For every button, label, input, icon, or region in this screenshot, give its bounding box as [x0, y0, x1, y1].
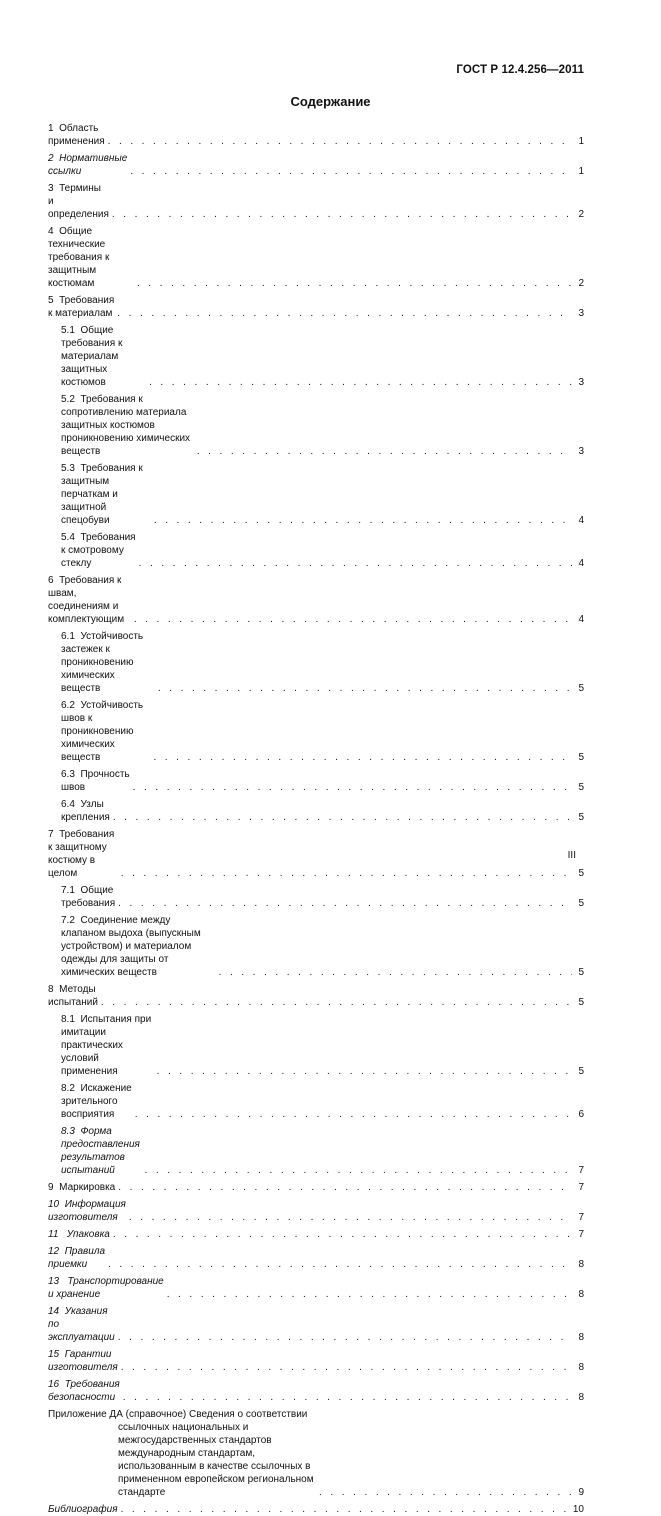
- toc-entry-number: 6.1: [61, 631, 81, 642]
- toc-entry-label: Требования безопасности: [48, 1379, 120, 1403]
- toc-entry-text: [48, 1378, 120, 1404]
- toc-entry-number: 9: [48, 1182, 60, 1193]
- dot-leader: [127, 165, 572, 178]
- toc-entry-text: [61, 914, 216, 979]
- toc-entry-label: Область применения: [48, 123, 105, 147]
- toc-entry-text: [48, 574, 131, 626]
- dot-leader: [155, 682, 572, 695]
- toc-entry-number: 8.2: [61, 1083, 81, 1094]
- dot-leader: [194, 445, 572, 458]
- toc-entry: [48, 983, 584, 1009]
- toc-entry-text: [48, 152, 127, 178]
- toc-entry: [48, 1348, 584, 1374]
- toc-entry-number: 15: [48, 1349, 65, 1360]
- toc-entry: [48, 1228, 584, 1241]
- dot-leader: [136, 557, 572, 570]
- toc-entry-page: 4: [578, 515, 584, 526]
- toc-entry-label: Общие технические требования к защитным костюмам: [48, 226, 110, 289]
- toc-entry-label: Правила приемки: [48, 1246, 106, 1270]
- toc-entry-label: Требования к защитному костюму в целом: [48, 829, 115, 879]
- toc-entry-text: [48, 1348, 118, 1374]
- toc-entry-text: [48, 828, 118, 880]
- toc-entry-text: [61, 531, 136, 570]
- toc-entry-number: 4: [48, 226, 60, 237]
- toc-entry-page: 5: [578, 898, 584, 909]
- toc-entry-number: 3: [48, 183, 60, 194]
- toc-entry-label: Маркировка: [59, 1182, 116, 1193]
- toc-entry-page: 5: [578, 1066, 584, 1077]
- toc-entry-page: 8: [578, 1362, 584, 1373]
- toc-entry-number: 11: [48, 1229, 67, 1240]
- toc-entry-label: Транспортирование и хранение: [48, 1276, 164, 1300]
- toc-entry: [48, 1198, 584, 1224]
- toc-entry-text: [48, 1305, 115, 1344]
- dot-leader: [120, 1391, 572, 1404]
- toc-entry-label: Испытания при имитации практических условий применения: [61, 1014, 152, 1077]
- toc-entry-page: 4: [578, 558, 584, 569]
- toc-entry-label: Форма предоставления результатов испытаний: [61, 1126, 140, 1176]
- toc-entry: [48, 914, 584, 979]
- toc-entry-label: Методы испытаний: [48, 984, 98, 1008]
- toc-entry-number: 6: [48, 575, 60, 586]
- dot-leader: [216, 966, 572, 979]
- toc-entry-text: [48, 294, 114, 320]
- toc-entry-page: 5: [578, 782, 584, 793]
- dot-leader: [118, 867, 572, 880]
- toc-entry-text: [48, 1245, 105, 1271]
- toc-entry-text: [48, 1275, 164, 1301]
- toc-entry-text: [61, 768, 130, 794]
- toc-entry-page: 5: [578, 997, 584, 1008]
- toc-entry: [48, 768, 584, 794]
- toc-entry-text: [61, 798, 110, 824]
- toc-entry-text: [48, 1228, 110, 1241]
- toc-entry: [48, 152, 584, 178]
- toc-entry: [48, 294, 584, 320]
- toc-entry-page: 3: [578, 308, 584, 319]
- toc-entry: [48, 324, 584, 389]
- toc-entry: [48, 531, 584, 570]
- toc-entry-page: 5: [578, 868, 584, 879]
- dot-leader: [114, 307, 572, 320]
- toc-entry-page: 8: [578, 1392, 584, 1403]
- toc-entry-number: 6.3: [61, 769, 81, 780]
- dot-leader: [154, 1065, 572, 1078]
- toc-entry: [48, 122, 584, 148]
- toc-entry: [48, 1305, 584, 1344]
- dot-leader: [151, 514, 572, 527]
- toc-entry-text: [61, 1013, 154, 1078]
- toc-entry-number: 5.1: [61, 325, 81, 336]
- toc-entry-label: Упаковка: [66, 1229, 110, 1240]
- toc-entry: [48, 225, 584, 290]
- dot-leader: [132, 1108, 572, 1121]
- dot-leader: [134, 277, 572, 290]
- toc-entry-label: Приложение ДА (справочное) Сведения о соответствии ссылочных национальных и межгосударственных стандартов международным стандартам, использованным в качестве ссылочных в примененном европейском региональном стандарте: [48, 1409, 314, 1498]
- toc-entry-text: [61, 699, 150, 764]
- toc-entry-number: 7.2: [61, 915, 81, 926]
- toc-entry-label: Термины и определения: [48, 183, 109, 220]
- toc-entry-number: 7: [48, 829, 60, 840]
- table-of-contents: [48, 120, 584, 1516]
- toc-entry-number: 5: [48, 295, 60, 306]
- toc-entry-label: Искажение зрительного восприятия: [61, 1083, 132, 1120]
- toc-entry-label: Требования к смотровому стеклу: [61, 532, 136, 569]
- toc-entry: [48, 828, 584, 880]
- toc-entry: [48, 1082, 584, 1121]
- toc-entry-text: [48, 1198, 126, 1224]
- toc-entry-label: Указания по эксплуатации: [48, 1306, 115, 1343]
- toc-entry-page: 2: [578, 278, 584, 289]
- page-number: III: [567, 850, 576, 861]
- toc-entry-label: Требования к швам, соединениям и комплектующим: [48, 575, 125, 625]
- toc-entry-number: 12: [48, 1246, 65, 1257]
- toc-entry-text: [61, 324, 146, 389]
- toc-entry-text: [48, 122, 105, 148]
- dot-leader: [115, 897, 572, 910]
- dot-leader: [131, 613, 572, 626]
- toc-entry-text: [48, 1181, 115, 1194]
- toc-entry-text: [61, 1082, 132, 1121]
- toc-entry-text: [48, 1408, 316, 1499]
- dot-leader: [126, 1211, 572, 1224]
- dot-leader: [142, 1164, 572, 1177]
- toc-entry-text: [48, 225, 134, 290]
- toc-entry-page: 5: [578, 752, 584, 763]
- toc-entry-number: 8.3: [61, 1126, 81, 1137]
- toc-entry-number: 6.4: [61, 799, 81, 810]
- toc-entry-page: 7: [578, 1165, 584, 1176]
- toc-entry-number: 16: [48, 1379, 65, 1390]
- toc-entry-text: [61, 393, 194, 458]
- toc-entry-page: 7: [578, 1212, 584, 1223]
- toc-entry-label: Требования к материалам: [48, 295, 115, 319]
- toc-entry-page: 4: [578, 614, 584, 625]
- toc-entry-page: 5: [578, 967, 584, 978]
- toc-entry: [48, 1013, 584, 1078]
- toc-entry-number: 6.2: [61, 700, 81, 711]
- toc-entry-label: Соединение между клапаном выдоха (выпускным устройством) и материалом одежды для защиты от химических веществ: [61, 915, 201, 978]
- toc-entry-page: 5: [578, 812, 584, 823]
- toc-entry-label: Общие требования: [61, 885, 116, 909]
- toc-entry-number: 2: [48, 153, 60, 164]
- toc-entry: [48, 1181, 584, 1194]
- toc-entry-page: 9: [578, 1487, 584, 1498]
- toc-entry-page: 8: [578, 1289, 584, 1300]
- dot-leader: [105, 1258, 572, 1271]
- dot-leader: [118, 1503, 571, 1516]
- toc-entry-number: 5.2: [61, 394, 81, 405]
- dot-leader: [316, 1486, 572, 1499]
- toc-entry-text: [48, 983, 98, 1009]
- toc-entry-text: [48, 182, 109, 221]
- toc-entry-number: 8.1: [61, 1014, 81, 1025]
- toc-entry-page: 3: [578, 446, 584, 457]
- toc-entry-text: [61, 462, 151, 527]
- toc-entry-label: Библиография: [48, 1504, 118, 1515]
- toc-entry-label: Требования к защитным перчаткам и защитной спецобуви: [61, 463, 143, 526]
- toc-entry-label: Общие требования к материалам защитных костюмов: [61, 325, 123, 388]
- dot-leader: [118, 1361, 572, 1374]
- toc-entry: [48, 1378, 584, 1404]
- toc-entry: [48, 1275, 584, 1301]
- toc-entry-number: 14: [48, 1306, 65, 1317]
- toc-entry-number: 13: [48, 1276, 68, 1287]
- document-header: ГОСТ Р 12.4.256—2011: [456, 64, 584, 76]
- toc-entry: [48, 798, 584, 824]
- toc-entry-page: 1: [578, 136, 584, 147]
- toc-entry-label: Прочность швов: [61, 769, 130, 793]
- toc-entry-label: Гарантии изготовителя: [48, 1349, 118, 1373]
- toc-entry-label: Узлы крепления: [61, 799, 110, 823]
- toc-entry-text: [61, 1125, 142, 1177]
- toc-entry-text: [61, 630, 155, 695]
- toc-entry: [48, 1245, 584, 1271]
- toc-entry-page: 7: [578, 1229, 584, 1240]
- toc-entry-number: 10: [48, 1199, 65, 1210]
- toc-entry-number: 5.3: [61, 463, 81, 474]
- dot-leader: [109, 208, 572, 221]
- toc-entry: [48, 1125, 584, 1177]
- toc-entry: [48, 630, 584, 695]
- toc-entry-label: Устойчивость застежек к проникновению химических веществ: [61, 631, 144, 694]
- toc-entry-page: 5: [578, 683, 584, 694]
- toc-entry-page: 10: [572, 1504, 584, 1515]
- toc-entry-page: 3: [578, 377, 584, 388]
- toc-entry: [48, 574, 584, 626]
- dot-leader: [130, 781, 572, 794]
- toc-entry-label: Нормативные ссылки: [48, 153, 128, 177]
- toc-entry: [48, 182, 584, 221]
- dot-leader: [110, 1228, 572, 1241]
- toc-entry: [48, 393, 584, 458]
- toc-entry-text: [61, 884, 115, 910]
- page-title: Содержание: [290, 94, 371, 109]
- toc-entry-number: 7.1: [61, 885, 81, 896]
- toc-entry-page: 8: [578, 1259, 584, 1270]
- dot-leader: [150, 751, 572, 764]
- dot-leader: [110, 811, 572, 824]
- dot-leader: [105, 135, 572, 148]
- dot-leader: [146, 376, 572, 389]
- toc-entry-page: 6: [578, 1109, 584, 1120]
- toc-entry-label: Информация изготовителя: [48, 1199, 126, 1223]
- toc-entry: [48, 699, 584, 764]
- toc-entry: [48, 1503, 584, 1516]
- toc-entry-page: 1: [578, 166, 584, 177]
- dot-leader: [115, 1181, 572, 1194]
- toc-entry-page: 7: [578, 1182, 584, 1193]
- dot-leader: [98, 996, 572, 1009]
- toc-entry-number: 5.4: [61, 532, 81, 543]
- toc-entry: [48, 1408, 584, 1499]
- toc-entry-label: Требования к сопротивлению материала защитных костюмов проникновению химических веществ: [61, 394, 191, 457]
- toc-entry-number: 1: [48, 123, 60, 134]
- dot-leader: [115, 1331, 572, 1344]
- toc-entry: [48, 884, 584, 910]
- toc-entry-page: 2: [578, 209, 584, 220]
- dot-leader: [164, 1288, 572, 1301]
- toc-entry-text: [48, 1503, 118, 1516]
- toc-entry: [48, 462, 584, 527]
- toc-entry-number: 8: [48, 984, 60, 995]
- toc-entry-label: Устойчивость швов к проникновению химических веществ: [61, 700, 144, 763]
- toc-entry-page: 8: [578, 1332, 584, 1343]
